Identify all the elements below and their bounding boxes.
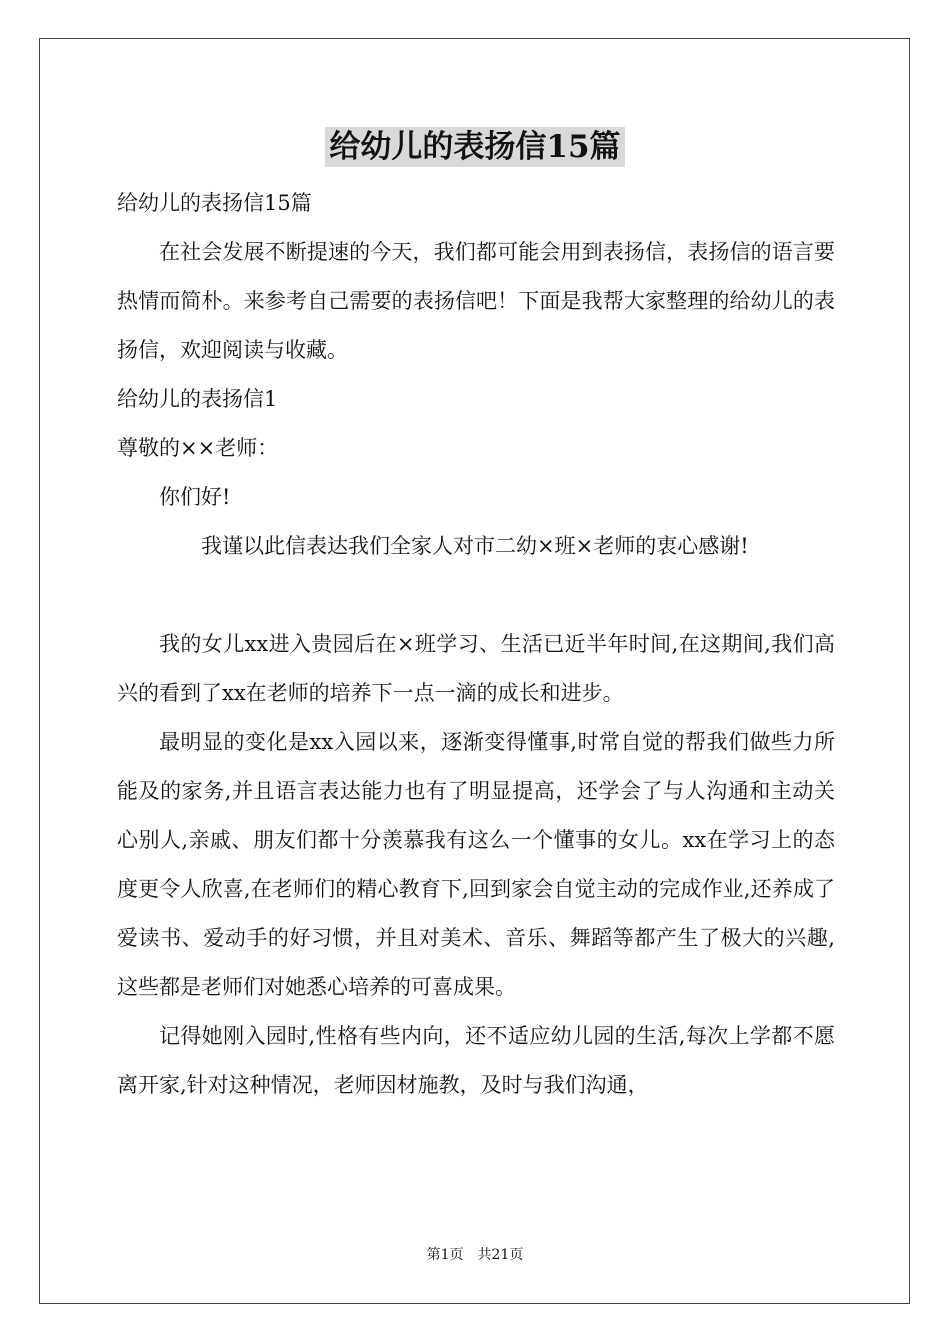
intro-paragraph: 在社会发展不断提速的今天，我们都可能会用到表扬信，表扬信的语言要热情而简朴。来参考自己需要的表扬信吧！下面是我帮大家整理的给幼儿的表扬信，欢迎阅读与收藏。: [117, 240, 835, 362]
thanks-paragraph: 我谨以此信表达我们全家人对市二幼×班×老师的衷心感谢!: [201, 534, 749, 558]
section-heading: 给幼儿的表扬信1: [117, 387, 278, 411]
document-title-text: 给幼儿的表扬信15篇: [325, 127, 624, 167]
letter-greeting: 你们好!: [159, 485, 231, 509]
blank-line: [117, 571, 835, 620]
subtitle-line: 给幼儿的表扬信15篇: [117, 191, 312, 215]
page-number: 第1页 共21页: [426, 1247, 524, 1263]
body-paragraph: 我的女儿xx进入贵园后在×班学习、生活已近半年时间,在这期间,我们高兴的看到了xx在老师的培养下一点一滴的成长和进步。: [117, 632, 835, 705]
body-paragraph: 最明显的变化是xx入园以来，逐渐变得懂事,时常自觉的帮我们做些力所能及的家务,并且语言表达能力也有了明显提高，还学会了与人沟通和主动关心别人,亲戚、朋友们都十分羡慕我有这么一个懂事的女儿。xx在学习上的态度更令人欣喜,在老师们的精心教育下,回到家会自觉主动的完成作业,还养成了爱读书、爱动手的好习惯，并且对美术、音乐、舞蹈等都产生了极大的兴趣,这些都是老师们对她悉心培养的可喜成果。: [117, 730, 835, 999]
document-body: [117, 179, 835, 1110]
letter-salutation: 尊敬的××老师：: [117, 436, 279, 460]
body-paragraph: 记得她刚入园时,性格有些内向，还不适应幼儿园的生活,每次上学都不愿离开家,针对这种情况，老师因材施教，及时与我们沟通，: [117, 1024, 835, 1097]
page-footer: [0, 1245, 950, 1265]
document-title: [0, 124, 950, 170]
